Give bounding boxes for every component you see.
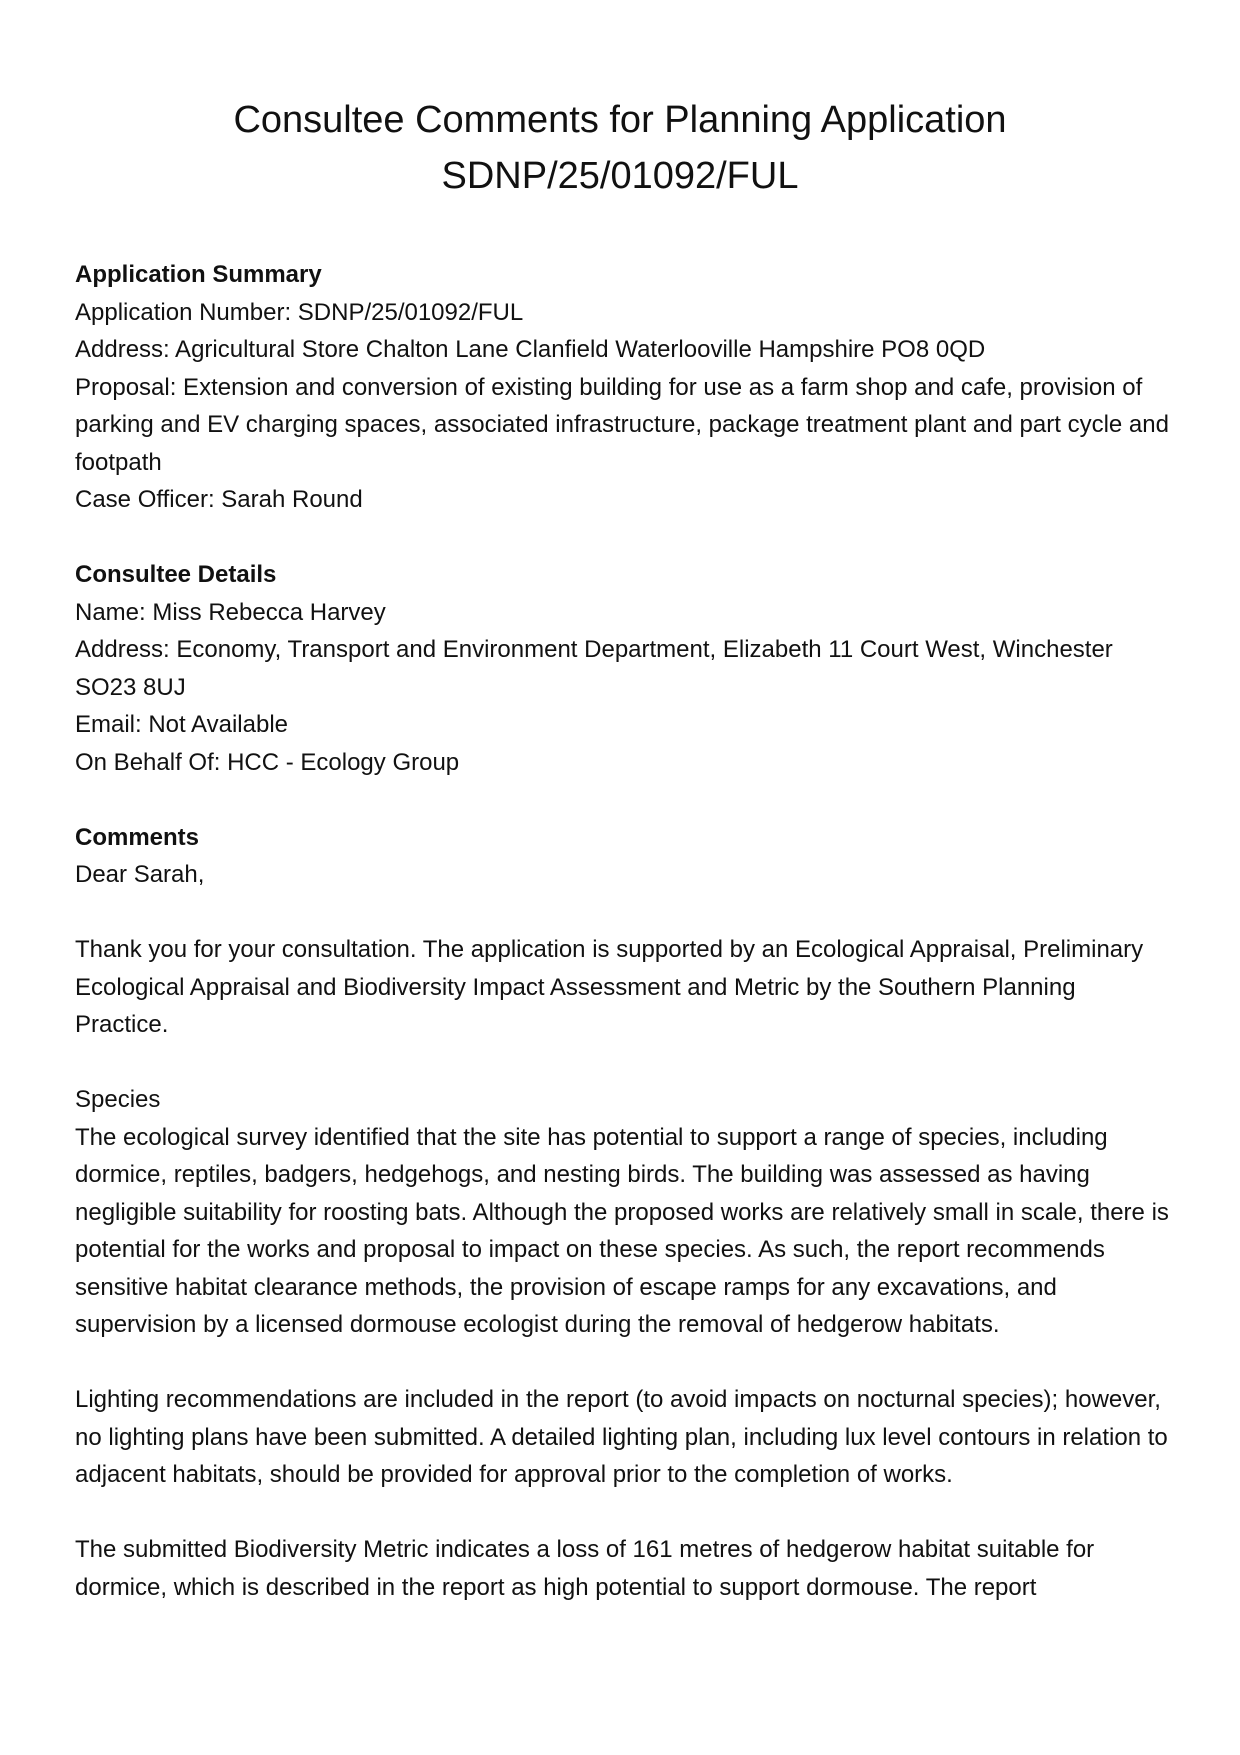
consultee-email: Email: Not Available [75,711,288,738]
comments-section [75,819,1175,1607]
spacer [75,781,1175,819]
title-line-1: Consultee Comments for Planning Application [233,99,1007,141]
case-officer: Case Officer: Sarah Round [75,486,363,513]
application-proposal: Proposal: Extension and conversion of existing building for use as a farm shop and cafe, provision of parking and EV charging spaces, associated infrastructure, package treatment plant and part cycle and footpath [75,373,1169,476]
comments-salutation: Dear Sarah, [75,861,205,888]
application-address: Address: Agricultural Store Chalton Lane Clanfield Waterlooville Hampshire PO8 0QD [75,336,986,363]
spacer [75,1344,1175,1382]
comments-paragraph: The ecological survey identified that the site has potential to support a range of species, including dormice, reptiles, badgers, hedgehogs, and nesting birds. The building was assessed as having negligible suitability for roosting bats. Although the proposed works are relatively small in scale, there is potential for the works and proposal to impact on these species. As such, the report recommends sensitive habitat clearance methods, the provision of escape ramps for any excavations, and supervision by a licensed dormouse ecologist during the removal of hedgerow habitats. [75,1123,1169,1338]
document-body [75,256,1175,1606]
application-number: Application Number: SDNP/25/01092/FUL [75,298,524,326]
spacer [75,894,1175,932]
title-line-2: SDNP/25/01092/FUL [441,155,799,197]
comments-heading: Comments [75,823,200,851]
consultee-address: Address: Economy, Transport and Environment Department, Elizabeth 11 Court West, Winchester SO23 8UJ [75,636,1113,701]
page-title [0,92,1240,204]
spacer [75,1494,1175,1532]
comments-paragraph: The submitted Biodiversity Metric indicates a loss of 161 metres of hedgerow habitat suitable for dormice, which is described in the report as high potential to support dormouse. The report [75,1536,1095,1601]
species-heading: Species [75,1086,161,1113]
consultee-name: Name: Miss Rebecca Harvey [75,598,386,626]
spacer [75,519,1175,557]
consultee-on-behalf-of: On Behalf Of: HCC - Ecology Group [75,748,460,776]
comments-paragraph: Lighting recommendations are included in the report (to avoid impacts on nocturnal species); however, no lighting plans have been submitted. A detailed lighting plan, including lux level contours in relation to adjacent habitats, should be provided for approval prior to the completion of works. [75,1386,1168,1488]
application-summary-heading: Application Summary [75,261,322,288]
application-summary-section [75,256,1175,519]
consultee-details-heading: Consultee Details [75,561,277,588]
comments-paragraph: Thank you for your consultation. The application is supported by an Ecological Appraisal, Preliminary Ecological Appraisal and Biodiversity Impact Assessment and Metric by the Southern Planning Practice. [75,936,1144,1038]
consultee-details-section [75,556,1175,781]
spacer [75,1044,1175,1082]
